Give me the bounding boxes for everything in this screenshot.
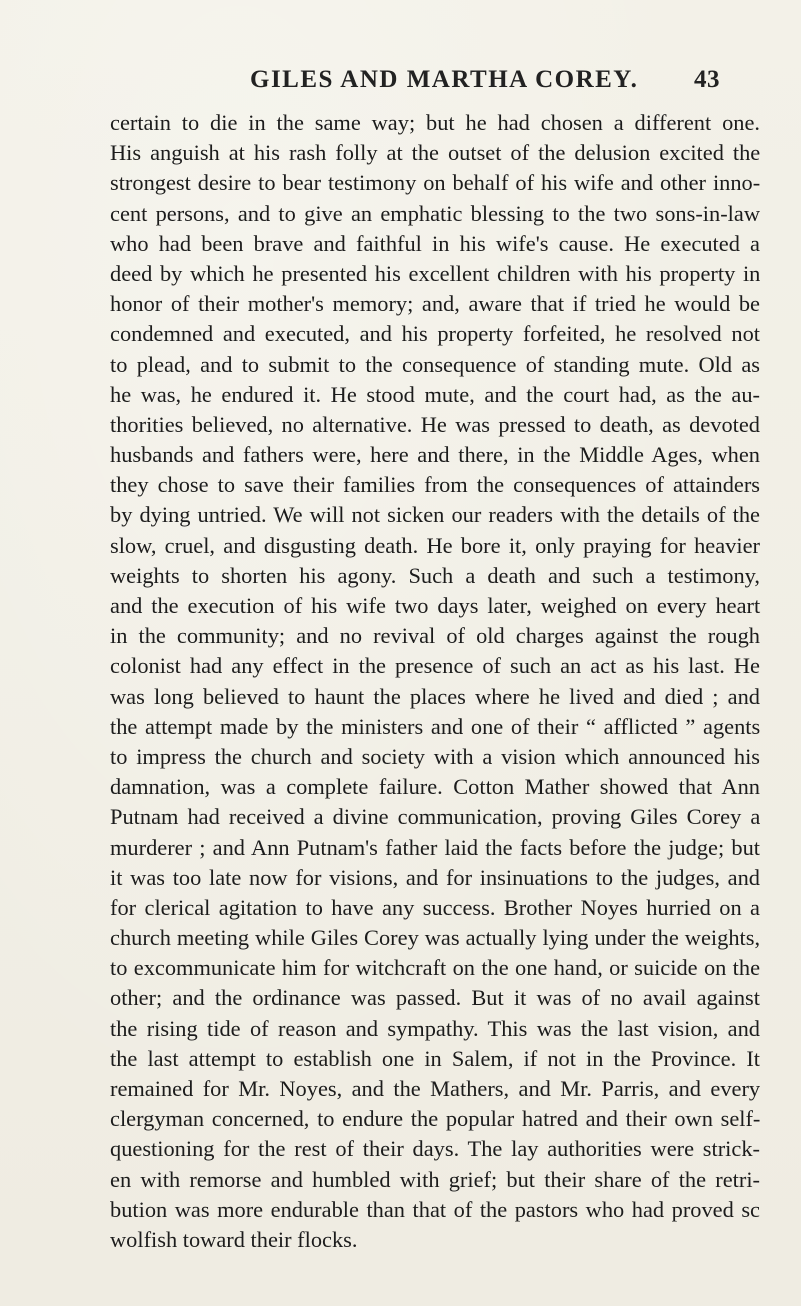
text-line: colonist had any effect in the presence of such an act as his last. He — [110, 653, 760, 679]
text-line: His anguish at his rash folly at the outset of the delusion excited the — [110, 140, 761, 166]
body-paragraph — [110, 108, 760, 1255]
text-line: the attempt made by the ministers and one of their “ afflicted ” agents — [110, 713, 761, 739]
text-line: the last attempt to establish one in Salem, if not in the Province. It — [110, 1045, 760, 1071]
text-line: to impress the church and society with a vision which announced his — [110, 743, 760, 769]
text-line: damnation, was a complete failure. Cotton Mather showed that Ann — [110, 774, 760, 800]
text-line: to excommunicate him for witchcraft on the one hand, or suicide on the — [110, 955, 761, 981]
text-line: in the community; and no revival of old charges against the rough — [110, 623, 760, 649]
running-head — [250, 66, 720, 102]
text-line: wolfish toward their flocks. — [110, 1226, 358, 1252]
text-line: he was, he endured it. He stood mute, and the court had, as the au- — [110, 381, 760, 407]
text-line: strongest desire to bear testimony on behalf of his wife and other inno- — [110, 170, 761, 196]
text-line: Putnam had received a divine communication, proving Giles Corey a — [110, 804, 761, 830]
text-line: they chose to save their families from the consequences of attainders — [110, 472, 760, 498]
page-number: 43 — [694, 66, 720, 93]
text-line: the rising tide of reason and sympathy. This was the last vision, and — [110, 1015, 760, 1041]
text-line: for clerical agitation to have any success. Brother Noyes hurried on a — [110, 894, 760, 920]
text-line: and the execution of his wife two days later, weighed on every heart — [110, 593, 761, 618]
text-line: en with remorse and humbled with grief; but their share of the retri- — [110, 1166, 760, 1192]
text-line: honor of their mother's memory; and, aware that if tried he would be — [110, 291, 760, 317]
text-line: certain to die in the same way; but he had chosen a different one. — [110, 110, 760, 135]
text-line: clergyman concerned, to endure the popular hatred and their own self- — [110, 1106, 761, 1132]
text-line: who had been brave and faithful in his wife's cause. He executed a — [110, 230, 760, 256]
text-line: questioning for the rest of their days. The lay authorities were strick- — [110, 1136, 760, 1162]
text-line: remained for Mr. Noyes, and the Mathers, and Mr. Parris, and every — [110, 1076, 761, 1101]
text-line: other; and the ordinance was passed. But it was of no avail against — [110, 985, 760, 1011]
text-line: bution was more endurable than that of the pastors who had proved sc — [110, 1196, 760, 1222]
text-line: slow, cruel, and disgusting death. He bore it, only praying for heavier — [110, 532, 760, 558]
running-head-title: GILES AND MARTHA COREY. — [250, 66, 639, 93]
text-line: murderer ; and Ann Putnam's father laid the facts before the judge; but — [110, 834, 760, 860]
text-line: weights to shorten his agony. Such a death and such a testimony, — [110, 562, 760, 588]
text-line: condemned and executed, and his property forfeited, he resolved not — [110, 321, 760, 347]
text-line: husbands and fathers were, here and there, in the Middle Ages, when — [110, 442, 760, 468]
text-line: thorities believed, no alternative. He was pressed to death, as devoted — [110, 411, 760, 437]
text-line: it was too late now for visions, and for insinuations to the judges, and — [110, 864, 760, 890]
text-line: was long believed to haunt the places where he lived and died ; and — [110, 683, 760, 709]
text-line: church meeting while Giles Corey was actually lying under the weights, — [110, 925, 761, 951]
text-line: to plead, and to submit to the consequence of standing mute. Old as — [110, 351, 760, 377]
text-line: deed by which he presented his excellent children with his property in — [110, 260, 761, 286]
text-line: by dying untried. We will not sicken our readers with the details of the — [110, 502, 760, 528]
text-line: cent persons, and to give an emphatic blessing to the two sons-in-law — [110, 200, 760, 226]
